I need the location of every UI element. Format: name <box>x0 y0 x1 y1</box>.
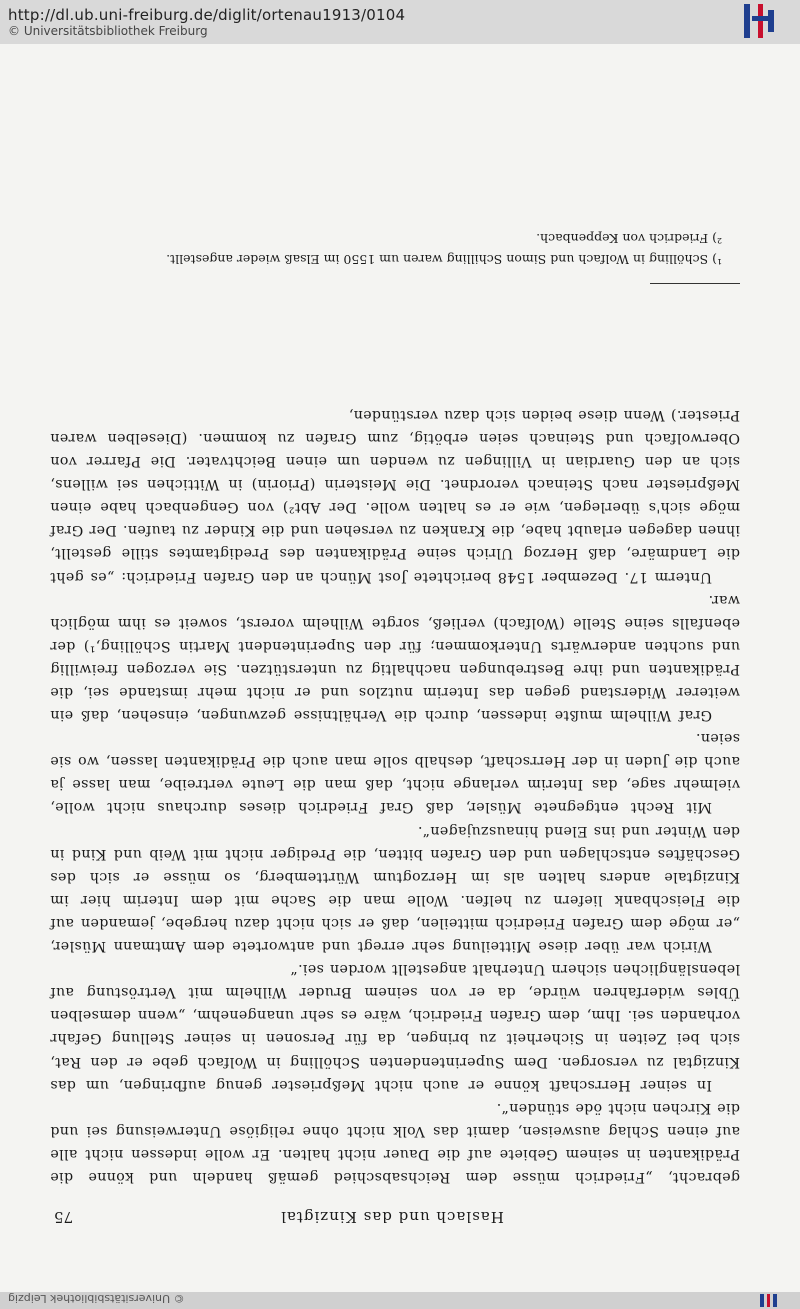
page-content-upside-down <box>0 44 800 1292</box>
footnotes <box>50 228 740 270</box>
library-credit: © Universitätsbibliothek Freiburg <box>8 24 208 38</box>
running-title: Haslach und das Kinzigtal <box>280 1208 504 1226</box>
bottom-bar <box>0 1292 800 1309</box>
page-url[interactable]: http://dl.ub.uni-freiburg.de/diglit/ortenau1913/0104 <box>8 6 406 24</box>
library-mini-logo-icon <box>758 1294 780 1307</box>
page-header <box>54 1202 730 1226</box>
footnote: ¹) Schölling in Wolfach und Simon Schilling waren um 1550 im Elsaß wieder angestellt. <box>166 252 722 267</box>
scanned-page <box>0 44 800 1292</box>
footnote: ²) Friedrich von Keppenbach. <box>536 231 722 246</box>
paragraph: Mit Recht entgegnete Müsler, daß Graf Friedrich dieses durchaus nicht wolle, vielmehr sage, das Interim verlange nicht, daß man die Leute vertreibe, man lasse ja auch die Juden in der Herrschaft, deshalb solle man auch die Prädikanten lassen, wo sie seien. <box>50 730 740 816</box>
paragraph: In seiner Herrschaft könne er auch nicht Meßpriester genug aufbringen, um das Kinzigtal zu versorgen. Dem Superintendenten Schölling in Wolfach gebe er den Rat, sich bei Zeiten in Sicherheit zu bringen, da für Personen in seiner Stellung Gefahr vorhanden sei. Ihm, dem Grafen Friedrich, wäre es sehr unangenehm, „wenn demselben Übles widerfahren würde, da er von seinem Bruder Wilhelm mit Vertröstung auf lebenslänglichen sichern Unterhalt angestellt worden sei.“ <box>50 961 740 1093</box>
page-number: 75 <box>54 1208 74 1226</box>
body-text <box>50 403 740 1188</box>
paragraph: Unterm 17. Dezember 1548 berichtete Jost Münch an den Grafen Friedrich: „es geht die Landmäre, daß Herzog Ulrich seine Prädikanten des Predigtamtes stille gestellt, ihnen dagegen erlaubt habe, die Kranken zu versehen und die Kinder zu taufen. Der Graf möge sich's überlegen, wie er es halten wolle. Der Abt²) von Gengenbach habe einen Meßpriester nach Steinach verordnet. Die Meisterin (Priorin) in Wittichen sei willens, sich an den Guardian in Villingen zu wenden um einen Beichtvater. Die Pfarrer von Oberwolfach und Steinach seien erbötig, zum Grafen zu kommen. (Dieselben waren Priester.) Wenn diese beiden sich dazu verstünden, <box>50 406 740 585</box>
footnote-divider <box>650 283 740 284</box>
footer-credit: © Universitätsbibliothek Leipzig <box>8 1292 185 1305</box>
paragraph: Wirich war über diese Mitteilung sehr erregt und antwortete dem Amtmann Müsler, „er möge dem Grafen Friedrich mitteilen, daß er sich nicht dazu hergebe, jemanden auf die Fleischbank liefern zu helfen. Wolle man die Sache mit dem Interim hier im Kinzigtale anders halten als im Herzogtum Württemberg, so müsse er sich des Geschäftes entschlagen und den Grafen bitten, die Prediger nicht mit Weib und Kind in den Winter und ins Elend hinauszujagen“. <box>50 822 740 955</box>
paragraph: Graf Wilhelm mußte indessen, durch die Verhältnisse gezwungen, einsehen, daß ein weiterer Widerstand gegen das Interim nutzlos und er nicht mehr imstande sei, die Prädikanten und ihre Bestrebungen nachhaltig zu unterstützen. Sie verzogen freiwillig und suchten anderwärts Unterkommen; für den Superintendent Martin Schölling,¹) der ebenfalls seine Stelle (Wolfach) verließ, sorgte Wilhelm vorerst, soweit es ihm möglich war. <box>50 591 740 724</box>
library-logo-icon <box>742 4 782 38</box>
viewer-toolbar <box>0 0 800 45</box>
paragraph: gebracht, „Friedrich müsse dem Reichsabschied gemäß handeln und könne die Prädikanten in seinem Gebiete auf die Dauer nicht halten. Er wolle indessen nicht alle auf einen Schlag ausweisen, damit das Volk nicht ohne religiöse Unterweisung sei und die Kirchen nicht öde stünden“. <box>50 1099 740 1185</box>
